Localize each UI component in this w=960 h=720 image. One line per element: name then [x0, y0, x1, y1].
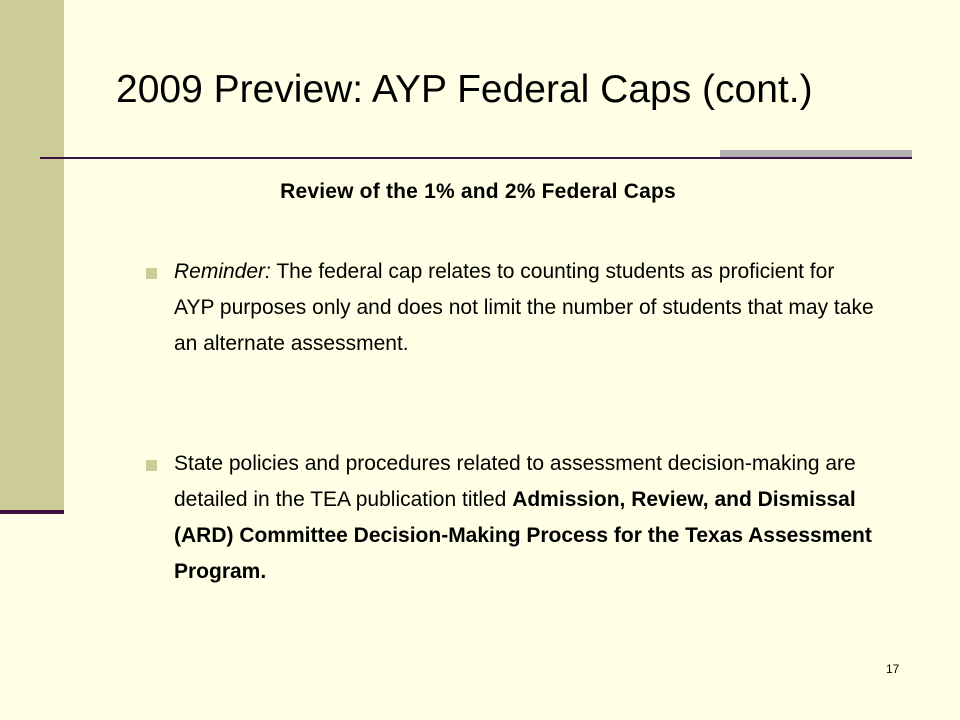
side-bar-rule: [0, 510, 64, 514]
bullet-state-policies: [174, 446, 874, 590]
accent-line: [720, 157, 912, 159]
page-number: 17: [886, 662, 900, 676]
bullet-square-icon: [146, 268, 157, 279]
bullet-text: The federal cap relates to counting students as proficient for AYP purposes only and does not limit the number of students that may take an alternate assessment.: [174, 260, 874, 355]
subheading: [0, 180, 960, 204]
title-rule: [40, 157, 720, 159]
bullet-text: State policies and procedures related to assessment decision-making are detailed in the TEA publication titled: [174, 452, 856, 511]
publication-title: Admission, Review, and Dismissal (ARD) Committee Decision-Making Process for the Texas Assessment Program.: [174, 488, 872, 583]
bullet-reminder: [174, 254, 874, 362]
slide-title: 2009 Preview: AYP Federal Caps (cont.): [116, 68, 813, 111]
side-bar: [0, 0, 64, 513]
accent-block: [720, 150, 912, 157]
bullet-lead: Reminder:: [174, 260, 271, 283]
bullet-square-icon: [146, 460, 157, 471]
subheading-text: Review of the 1% and 2% Federal Caps: [280, 180, 676, 203]
